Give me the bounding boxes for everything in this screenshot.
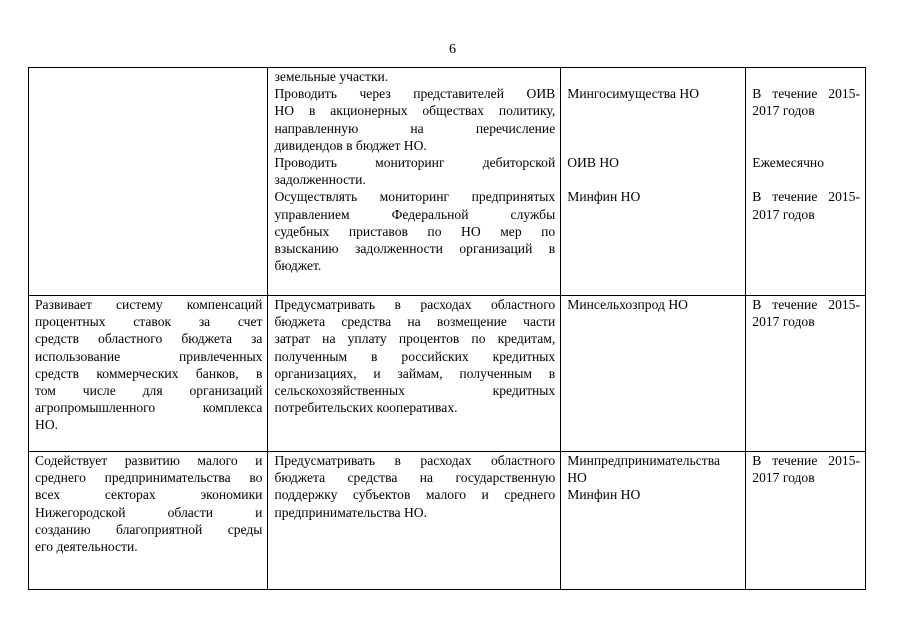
term-text: В течение 2015- <box>752 297 860 312</box>
executor-name: Минфин НО <box>567 189 641 205</box>
measures-cell <box>268 452 561 590</box>
term-cell <box>746 68 866 296</box>
table-row <box>29 452 866 590</box>
measures-cell <box>268 68 561 296</box>
term-text: 2017 годов <box>752 206 815 222</box>
term-cell <box>746 296 866 452</box>
executor-name: Мингосимущества НО <box>567 86 700 102</box>
term-cell <box>746 452 866 590</box>
goal-cell <box>29 452 268 590</box>
term-text: В течение 2015- <box>752 86 860 102</box>
executor-name: Минсельхозпрод НО <box>567 297 688 312</box>
goal-cell <box>29 68 268 296</box>
executor-name: ОИВ НО <box>567 154 619 170</box>
goal-text: Развивает систему компенсаций процентных ставок за счет средств областного бюджета за использование привлеченных средств коммерческих банков, в том числе для организаций агропромышленного комплекса НО. <box>35 297 263 433</box>
goal-text: Содействует развитию малого и среднего предпринимательства во всех секторах экономики Нижегородской области и созданию благоприятной среды его деятельности. <box>35 453 263 555</box>
measure-text: Предусматривать в расходах областного бюджета средства на возмещение части затрат на уплату процентов по кредитам, полученным в российских кредитных организациях, и займам, полученным в сельскохозяйственных кредитных потребительских кооперативах. <box>274 297 556 416</box>
measure-text: Предусматривать в расходах областного бюджета средства на государственную поддержку субъектов малого и среднего предпринимательства НО. <box>274 453 556 520</box>
term-text: 2017 годов <box>752 314 815 330</box>
term-text: Ежемесячно <box>752 154 824 170</box>
measures-table <box>28 67 866 590</box>
executor-cell <box>561 68 746 296</box>
term-text: В течение 2015- <box>752 189 860 205</box>
executor-cell <box>561 452 746 590</box>
measures-cell <box>268 296 561 452</box>
measure-text: земельные участки. Проводить через представителей ОИВ НО в акционерных обществах политику, направленную на перечисление дивидендов в бюджет НО. Проводить мониторинг дебиторской задолженности. Осуществлять мониторинг предпринятых управлением Федеральной службы судебных приставов по НО мер по взысканию задолженности организаций в бюджет. <box>274 69 556 274</box>
term-text: 2017 годов <box>752 470 815 486</box>
executor-name: Минпредпринимательства НО <box>567 453 721 486</box>
executor-cell <box>561 296 746 452</box>
term-text: В течение 2015- <box>752 453 860 468</box>
table-row <box>29 68 866 296</box>
table-row <box>29 296 866 452</box>
term-text: 2017 годов <box>752 103 815 119</box>
page-number: 6 <box>449 42 456 57</box>
goal-cell <box>29 296 268 452</box>
executor-name: Минфин НО <box>567 487 641 503</box>
